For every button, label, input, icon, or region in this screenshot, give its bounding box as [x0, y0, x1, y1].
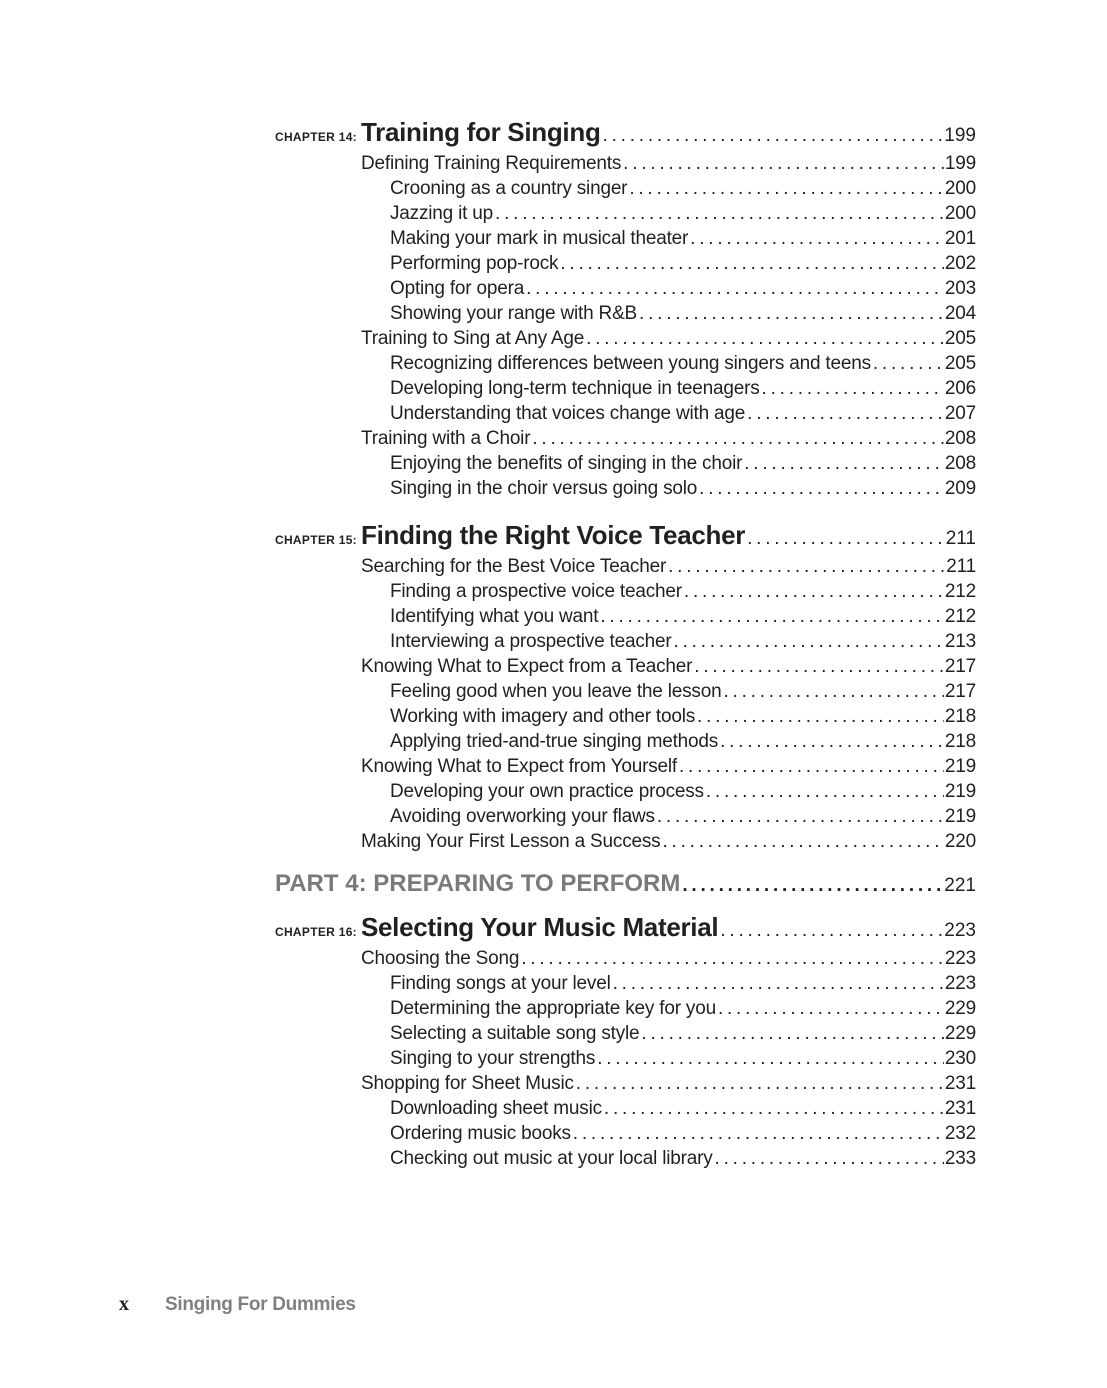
- toc-subsection-entry[interactable]: [275, 1023, 976, 1048]
- toc-subsection-entry[interactable]: [275, 806, 976, 831]
- toc-subsection-entry[interactable]: [275, 581, 976, 606]
- dot-leader: [603, 125, 944, 147]
- dot-leader: [694, 656, 944, 678]
- page-number: 217: [944, 656, 976, 677]
- toc-subsection-entry[interactable]: [275, 731, 976, 756]
- dot-leader: [495, 203, 944, 225]
- toc-section-entry[interactable]: [275, 428, 976, 453]
- dot-leader: [657, 806, 944, 828]
- toc-subsection-entry[interactable]: [275, 706, 976, 731]
- chapter-heading[interactable]: [275, 912, 976, 948]
- page-number: 217: [944, 681, 976, 702]
- entry-title: Determining the appropriate key for you: [390, 998, 716, 1019]
- toc-subsection-entry[interactable]: [275, 278, 976, 303]
- toc-subsection-entry[interactable]: [275, 998, 976, 1023]
- dot-leader: [604, 1098, 944, 1120]
- entry-title: Developing long-term technique in teenagers: [390, 378, 760, 399]
- dot-leader: [629, 178, 944, 200]
- dot-leader: [715, 1148, 944, 1170]
- chapter-heading[interactable]: [275, 117, 976, 153]
- page-number: 212: [944, 581, 976, 602]
- dot-leader: [532, 428, 944, 450]
- dot-leader: [699, 478, 944, 500]
- chapter-title: Training for Singing: [360, 117, 601, 147]
- entry-title: Applying tried-and-true singing methods: [390, 731, 719, 752]
- entry-title: Working with imagery and other tools: [390, 706, 696, 727]
- dot-leader: [641, 1023, 943, 1045]
- toc-subsection-entry[interactable]: [275, 1148, 976, 1173]
- page-number: 211: [945, 528, 976, 549]
- entry-title: Knowing What to Expect from a Teacher: [361, 656, 693, 677]
- page-number: 207: [944, 403, 976, 424]
- page-number: 199: [944, 125, 976, 146]
- page-number: 213: [944, 631, 976, 652]
- page-number: 233: [944, 1148, 976, 1169]
- dot-leader: [723, 681, 943, 703]
- entry-title: Avoiding overworking your flaws: [390, 806, 655, 827]
- entry-title: Interviewing a prospective teacher: [390, 631, 672, 652]
- entry-title: Making Your First Lesson a Success: [361, 831, 661, 852]
- page-number: 219: [944, 756, 976, 777]
- page-number: 223: [944, 920, 976, 941]
- entry-title: Identifying what you want: [390, 606, 599, 627]
- entry-title: Defining Training Requirements: [361, 153, 622, 174]
- dot-leader: [613, 973, 944, 995]
- entry-title: Ordering music books: [390, 1123, 571, 1144]
- toc-section-entry[interactable]: [275, 153, 976, 178]
- toc-section-entry[interactable]: [275, 556, 976, 581]
- chapter-label: CHAPTER 14:: [275, 130, 357, 144]
- entry-title: Crooning as a country singer: [390, 178, 628, 199]
- page-number: 205: [944, 328, 976, 349]
- dot-leader: [720, 731, 944, 753]
- dot-leader: [747, 528, 945, 550]
- dot-leader: [576, 1073, 944, 1095]
- entry-title: Finding songs at your level: [390, 973, 611, 994]
- page-number: 203: [944, 278, 976, 299]
- chapter-entries: [275, 556, 976, 856]
- page-number: 211: [946, 556, 976, 577]
- toc-subsection-entry[interactable]: [275, 378, 976, 403]
- chapter-entries: [275, 948, 976, 1173]
- entry-title: Training to Sing at Any Age: [361, 328, 585, 349]
- entry-title: Enjoying the benefits of singing in the choir: [390, 453, 743, 474]
- page-number: 219: [944, 781, 976, 802]
- dot-leader: [684, 581, 944, 603]
- toc-subsection-entry[interactable]: [275, 403, 976, 428]
- page-number: 229: [944, 1023, 976, 1044]
- page-number: 204: [944, 303, 976, 324]
- table-of-contents: [275, 117, 976, 1173]
- page-number: 199: [944, 153, 976, 174]
- dot-leader: [586, 328, 944, 350]
- page-number: 230: [944, 1048, 976, 1069]
- entry-title: Training with a Choir: [361, 428, 531, 449]
- page-number: 208: [944, 453, 976, 474]
- toc-section-entry[interactable]: [275, 831, 976, 856]
- page-number: 200: [944, 178, 976, 199]
- toc-subsection-entry[interactable]: [275, 228, 976, 253]
- entry-title: Opting for opera: [390, 278, 525, 299]
- dot-leader: [718, 998, 944, 1020]
- part-heading[interactable]: [275, 870, 976, 906]
- dot-leader: [560, 253, 944, 275]
- dot-leader: [690, 228, 944, 250]
- page-number: 200: [944, 203, 976, 224]
- part-title: PART 4: PREPARING TO PERFORM: [275, 870, 681, 897]
- chapter-title: Selecting Your Music Material: [360, 912, 719, 942]
- dot-leader: [600, 606, 944, 628]
- toc-subsection-entry[interactable]: [275, 1048, 976, 1073]
- toc-subsection-entry[interactable]: [275, 453, 976, 478]
- entry-title: Checking out music at your local library: [390, 1148, 713, 1169]
- page-number: 218: [944, 706, 976, 727]
- chapter-heading[interactable]: [275, 520, 976, 556]
- entry-title: Jazzing it up: [390, 203, 494, 224]
- dot-leader: [623, 153, 944, 175]
- toc-subsection-entry[interactable]: [275, 478, 976, 503]
- toc-subsection-entry[interactable]: [275, 303, 976, 328]
- dot-leader: [597, 1048, 944, 1070]
- page-number: 202: [944, 253, 976, 274]
- page-number: 229: [944, 998, 976, 1019]
- entry-title: Recognizing differences between young singers and teens: [390, 353, 871, 374]
- toc-subsection-entry[interactable]: [275, 353, 976, 378]
- entry-title: Shopping for Sheet Music: [361, 1073, 574, 1094]
- page-number: 205: [944, 353, 976, 374]
- page-number: 209: [944, 478, 976, 499]
- dot-leader: [662, 831, 943, 853]
- folio-page-number: x: [119, 1293, 129, 1315]
- toc-section-entry[interactable]: [275, 756, 976, 781]
- toc-subsection-entry[interactable]: [275, 203, 976, 228]
- toc-subsection-entry[interactable]: [275, 606, 976, 631]
- entry-title: Downloading sheet music: [390, 1098, 602, 1119]
- toc-section-entry[interactable]: [275, 948, 976, 973]
- toc-subsection-entry[interactable]: [275, 1098, 976, 1123]
- entry-title: Choosing the Song: [361, 948, 520, 969]
- page-number: 219: [944, 806, 976, 827]
- page-number: 223: [944, 948, 976, 969]
- chapter-title: Finding the Right Voice Teacher: [360, 520, 746, 550]
- dot-leader: [521, 948, 944, 970]
- entry-title: Feeling good when you leave the lesson: [390, 681, 722, 702]
- dot-leader: [682, 875, 943, 897]
- entry-title: Showing your range with R&B: [390, 303, 638, 324]
- page-number: 231: [944, 1073, 976, 1094]
- page-number: 232: [944, 1123, 976, 1144]
- entry-title: Performing pop-rock: [390, 253, 559, 274]
- dot-leader: [744, 453, 944, 475]
- entry-title: Understanding that voices change with age: [390, 403, 746, 424]
- entry-title: Singing to your strengths: [390, 1048, 596, 1069]
- dot-leader: [674, 631, 944, 653]
- entry-title: Knowing What to Expect from Yourself: [361, 756, 677, 777]
- dot-leader: [639, 303, 944, 325]
- dot-leader: [526, 278, 944, 300]
- toc-subsection-entry[interactable]: [275, 1123, 976, 1148]
- dot-leader: [679, 756, 944, 778]
- dot-leader: [706, 781, 944, 803]
- page-number: 208: [944, 428, 976, 449]
- page-number: 218: [944, 731, 976, 752]
- page-number: 206: [944, 378, 976, 399]
- chapter-label: CHAPTER 16:: [275, 925, 357, 939]
- entry-title: Making your mark in musical theater: [390, 228, 689, 249]
- dot-leader: [762, 378, 944, 400]
- dot-leader: [573, 1123, 944, 1145]
- dot-leader: [720, 920, 943, 942]
- toc-subsection-entry[interactable]: [275, 253, 976, 278]
- dot-leader: [697, 706, 944, 728]
- page-number: 231: [944, 1098, 976, 1119]
- page-number: 220: [944, 831, 976, 852]
- chapter-label: CHAPTER 15:: [275, 533, 357, 547]
- dot-leader: [747, 403, 944, 425]
- toc-subsection-entry[interactable]: [275, 681, 976, 706]
- page-footer: [119, 1293, 356, 1316]
- toc-subsection-entry[interactable]: [275, 178, 976, 203]
- toc-section-entry[interactable]: [275, 1073, 976, 1098]
- dot-leader: [873, 353, 944, 375]
- page-number: 201: [944, 228, 976, 249]
- dot-leader: [668, 556, 945, 578]
- toc-section-entry[interactable]: [275, 656, 976, 681]
- entry-title: Finding a prospective voice teacher: [390, 581, 682, 602]
- entry-title: Selecting a suitable song style: [390, 1023, 640, 1044]
- toc-subsection-entry[interactable]: [275, 781, 976, 806]
- entry-title: Developing your own practice process: [390, 781, 704, 802]
- page-number: 223: [944, 973, 976, 994]
- toc-section-entry[interactable]: [275, 328, 976, 353]
- page-number: 221: [944, 875, 976, 896]
- toc-subsection-entry[interactable]: [275, 973, 976, 998]
- page-number: 212: [944, 606, 976, 627]
- entry-title: Singing in the choir versus going solo: [390, 478, 698, 499]
- entry-title: Searching for the Best Voice Teacher: [361, 556, 667, 577]
- toc-subsection-entry[interactable]: [275, 631, 976, 656]
- running-footer-title: Singing For Dummies: [165, 1294, 356, 1315]
- chapter-entries: [275, 153, 976, 503]
